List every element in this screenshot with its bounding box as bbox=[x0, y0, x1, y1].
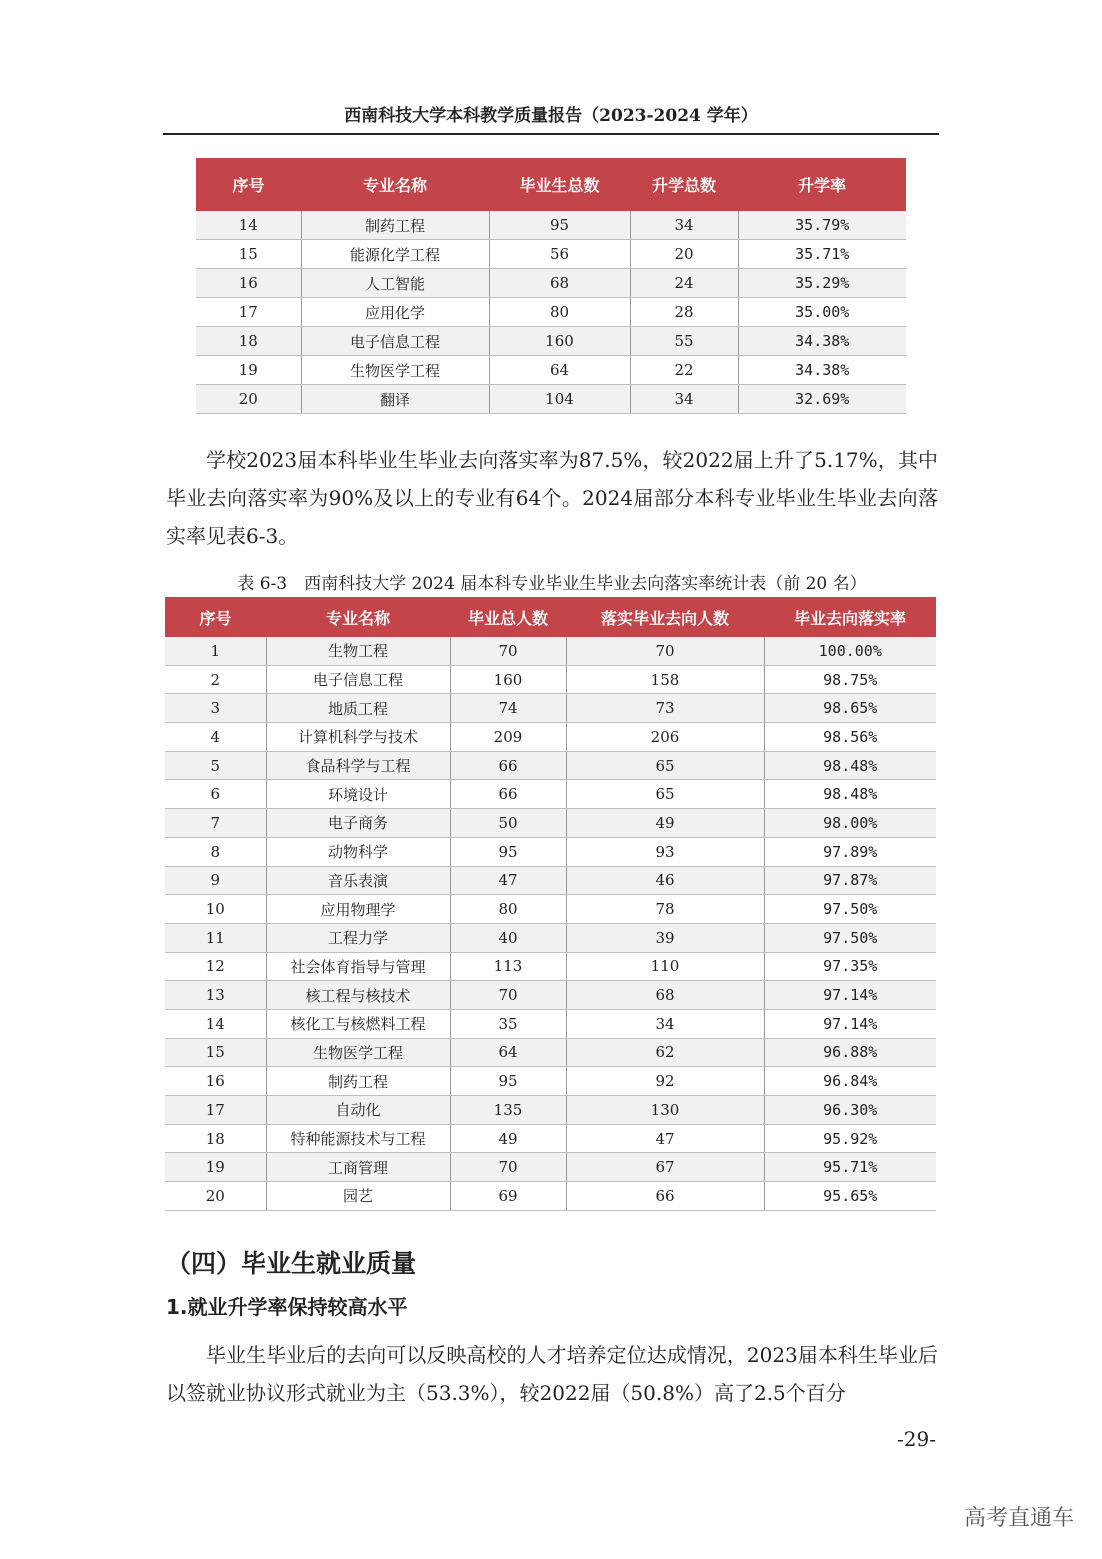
table-cell: 18 bbox=[196, 327, 301, 356]
table-cell: 计算机科学与技术 bbox=[266, 723, 450, 752]
table-cell: 98.48% bbox=[764, 780, 936, 809]
table-caption: 表 6-3 西南科技大学 2024 届本科专业毕业生毕业去向落实率统计表（前 20 名） bbox=[237, 574, 867, 594]
table-cell: 209 bbox=[450, 723, 566, 752]
column-header: 升学率 bbox=[738, 158, 906, 211]
table-cell: 34 bbox=[630, 211, 738, 240]
table-cell: 95 bbox=[450, 837, 566, 866]
page-number: -29- bbox=[897, 1427, 936, 1451]
table-row bbox=[196, 327, 906, 356]
table-cell: 96.88% bbox=[764, 1038, 936, 1067]
paragraph-employment-rate: 学校2023届本科毕业生毕业去向落实率为87.5%，较2022届上升了5.17%，其中毕业去向落实率为90%及以上的专业有64个。2024届部分本科专业毕业生毕业去向落实率见表6-3。 bbox=[166, 448, 938, 548]
table-cell: 8 bbox=[165, 837, 266, 866]
table-cell: 4 bbox=[165, 723, 266, 752]
column-header: 序号 bbox=[165, 597, 266, 637]
table-cell: 32.69% bbox=[738, 385, 906, 414]
table-cell: 98.48% bbox=[764, 751, 936, 780]
table-row bbox=[165, 1096, 936, 1125]
table-cell: 12 bbox=[165, 952, 266, 981]
column-header: 落实毕业去向人数 bbox=[566, 597, 764, 637]
table-cell: 66 bbox=[450, 751, 566, 780]
column-header: 升学总数 bbox=[630, 158, 738, 211]
table-cell: 97.50% bbox=[764, 895, 936, 924]
table-cell: 93 bbox=[566, 837, 764, 866]
table-cell: 17 bbox=[165, 1096, 266, 1125]
table-cell: 制药工程 bbox=[266, 1067, 450, 1096]
table-cell: 95.92% bbox=[764, 1124, 936, 1153]
table-cell: 47 bbox=[450, 866, 566, 895]
table-cell: 68 bbox=[489, 269, 630, 298]
table-cell: 13 bbox=[165, 981, 266, 1010]
table-cell: 动物科学 bbox=[266, 837, 450, 866]
table-row bbox=[196, 269, 906, 298]
table-cell: 69 bbox=[450, 1182, 566, 1211]
table-cell: 95 bbox=[489, 211, 630, 240]
table-cell: 应用物理学 bbox=[266, 895, 450, 924]
table-cell: 113 bbox=[450, 952, 566, 981]
table-cell: 17 bbox=[196, 298, 301, 327]
table-cell: 66 bbox=[450, 780, 566, 809]
table-cell: 35.71% bbox=[738, 240, 906, 269]
table-row bbox=[165, 780, 936, 809]
table-row bbox=[165, 923, 936, 952]
table-cell: 98.75% bbox=[764, 665, 936, 694]
table-cell: 1 bbox=[165, 637, 266, 665]
table-cell: 10 bbox=[165, 895, 266, 924]
table-cell: 97.35% bbox=[764, 952, 936, 981]
paragraph-employment-quality: 毕业生毕业后的去向可以反映高校的人才培养定位达成情况，2023届本科生毕业后以签就业协议形式就业为主（53.3%），较2022届（50.8%）高了2.5个百分 bbox=[166, 1343, 938, 1405]
table-cell: 19 bbox=[196, 356, 301, 385]
table-cell: 15 bbox=[165, 1038, 266, 1067]
table-row bbox=[165, 809, 936, 838]
table-row bbox=[165, 1182, 936, 1211]
table-cell: 97.50% bbox=[764, 923, 936, 952]
table-body bbox=[196, 211, 906, 414]
table-cell: 35.29% bbox=[738, 269, 906, 298]
table-cell: 电子商务 bbox=[266, 809, 450, 838]
table-cell: 16 bbox=[165, 1067, 266, 1096]
table-row bbox=[165, 1067, 936, 1096]
table-cell: 24 bbox=[630, 269, 738, 298]
table-cell: 95.71% bbox=[764, 1153, 936, 1182]
table-cell: 95 bbox=[450, 1067, 566, 1096]
table-cell: 135 bbox=[450, 1096, 566, 1125]
table-cell: 18 bbox=[165, 1124, 266, 1153]
table-cell: 67 bbox=[566, 1153, 764, 1182]
table-cell: 96.84% bbox=[764, 1067, 936, 1096]
table-cell: 食品科学与工程 bbox=[266, 751, 450, 780]
column-header: 专业名称 bbox=[266, 597, 450, 637]
table-cell: 14 bbox=[196, 211, 301, 240]
table-cell: 49 bbox=[450, 1124, 566, 1153]
table-cell: 65 bbox=[566, 780, 764, 809]
table-cell: 56 bbox=[489, 240, 630, 269]
table-cell: 电子信息工程 bbox=[301, 327, 489, 356]
table-header-row bbox=[165, 597, 936, 637]
table-row bbox=[196, 240, 906, 269]
table-cell: 能源化学工程 bbox=[301, 240, 489, 269]
table-cell: 35 bbox=[450, 1009, 566, 1038]
table-cell: 生物医学工程 bbox=[266, 1038, 450, 1067]
table-row bbox=[165, 1124, 936, 1153]
table-cell: 110 bbox=[566, 952, 764, 981]
table-cell: 生物工程 bbox=[266, 637, 450, 665]
table-cell: 28 bbox=[630, 298, 738, 327]
advancement-rate-table bbox=[196, 158, 906, 414]
table-row bbox=[165, 981, 936, 1010]
table-header-row bbox=[196, 158, 906, 211]
table-cell: 社会体育指导与管理 bbox=[266, 952, 450, 981]
table-row bbox=[165, 1038, 936, 1067]
column-header: 专业名称 bbox=[301, 158, 489, 211]
table-cell: 20 bbox=[630, 240, 738, 269]
table-cell: 34.38% bbox=[738, 327, 906, 356]
table-cell: 73 bbox=[566, 694, 764, 723]
table-cell: 97.87% bbox=[764, 866, 936, 895]
table-cell: 核工程与核技术 bbox=[266, 981, 450, 1010]
table-cell: 98.56% bbox=[764, 723, 936, 752]
table-cell: 95.65% bbox=[764, 1182, 936, 1211]
table-cell: 自动化 bbox=[266, 1096, 450, 1125]
table-row bbox=[196, 356, 906, 385]
table-cell: 206 bbox=[566, 723, 764, 752]
table-cell: 100.00% bbox=[764, 637, 936, 665]
table-row bbox=[165, 694, 936, 723]
table-cell: 19 bbox=[165, 1153, 266, 1182]
table-cell: 3 bbox=[165, 694, 266, 723]
table-cell: 158 bbox=[566, 665, 764, 694]
table-cell: 5 bbox=[165, 751, 266, 780]
table-cell: 104 bbox=[489, 385, 630, 414]
table-row bbox=[165, 1009, 936, 1038]
table-cell: 特种能源技术与工程 bbox=[266, 1124, 450, 1153]
table-cell: 96.30% bbox=[764, 1096, 936, 1125]
table-cell: 47 bbox=[566, 1124, 764, 1153]
table-row bbox=[165, 637, 936, 665]
table-cell: 80 bbox=[450, 895, 566, 924]
table-cell: 98.00% bbox=[764, 809, 936, 838]
table-cell: 15 bbox=[196, 240, 301, 269]
table-cell: 6 bbox=[165, 780, 266, 809]
table-cell: 49 bbox=[566, 809, 764, 838]
column-header: 毕业去向落实率 bbox=[764, 597, 936, 637]
table-cell: 46 bbox=[566, 866, 764, 895]
table-cell: 9 bbox=[165, 866, 266, 895]
table-cell: 80 bbox=[489, 298, 630, 327]
table-cell: 97.89% bbox=[764, 837, 936, 866]
table-cell: 电子信息工程 bbox=[266, 665, 450, 694]
table-cell: 34 bbox=[566, 1009, 764, 1038]
table-cell: 14 bbox=[165, 1009, 266, 1038]
table-cell: 35.00% bbox=[738, 298, 906, 327]
table-row bbox=[196, 211, 906, 240]
watermark-text: 高考直通车 bbox=[963, 1506, 1074, 1531]
table-body bbox=[165, 637, 936, 1210]
table-cell: 39 bbox=[566, 923, 764, 952]
table-cell: 应用化学 bbox=[301, 298, 489, 327]
column-header: 序号 bbox=[196, 158, 301, 211]
table-row bbox=[165, 866, 936, 895]
table-cell: 64 bbox=[489, 356, 630, 385]
employment-rate-table bbox=[165, 597, 936, 1211]
table-cell: 70 bbox=[450, 981, 566, 1010]
table-cell: 2 bbox=[165, 665, 266, 694]
table-cell: 22 bbox=[630, 356, 738, 385]
subsection-heading: 1.就业升学率保持较高水平 bbox=[166, 1295, 408, 1319]
table-cell: 20 bbox=[165, 1182, 266, 1211]
table-cell: 35.79% bbox=[738, 211, 906, 240]
table-cell: 62 bbox=[566, 1038, 764, 1067]
table-row bbox=[165, 1153, 936, 1182]
table-cell: 核化工与核燃料工程 bbox=[266, 1009, 450, 1038]
table-cell: 70 bbox=[450, 637, 566, 665]
table-cell: 音乐表演 bbox=[266, 866, 450, 895]
table-cell: 环境设计 bbox=[266, 780, 450, 809]
table-row bbox=[196, 298, 906, 327]
table-cell: 68 bbox=[566, 981, 764, 1010]
table-cell: 16 bbox=[196, 269, 301, 298]
table-cell: 92 bbox=[566, 1067, 764, 1096]
table-row bbox=[165, 895, 936, 924]
table-cell: 55 bbox=[630, 327, 738, 356]
table-cell: 地质工程 bbox=[266, 694, 450, 723]
table-cell: 98.65% bbox=[764, 694, 936, 723]
table-row bbox=[165, 723, 936, 752]
table-cell: 翻译 bbox=[301, 385, 489, 414]
table-cell: 34 bbox=[630, 385, 738, 414]
table-cell: 制药工程 bbox=[301, 211, 489, 240]
table-cell: 160 bbox=[489, 327, 630, 356]
table-cell: 70 bbox=[566, 637, 764, 665]
table-cell: 97.14% bbox=[764, 981, 936, 1010]
table-row bbox=[165, 751, 936, 780]
table-cell: 11 bbox=[165, 923, 266, 952]
table-cell: 66 bbox=[566, 1182, 764, 1211]
section-heading: （四）毕业生就业质量 bbox=[166, 1249, 417, 1278]
table-row bbox=[165, 952, 936, 981]
table-cell: 园艺 bbox=[266, 1182, 450, 1211]
table-cell: 78 bbox=[566, 895, 764, 924]
table-cell: 7 bbox=[165, 809, 266, 838]
column-header: 毕业总人数 bbox=[450, 597, 566, 637]
table-cell: 人工智能 bbox=[301, 269, 489, 298]
table-cell: 40 bbox=[450, 923, 566, 952]
table-cell: 70 bbox=[450, 1153, 566, 1182]
table-cell: 工程力学 bbox=[266, 923, 450, 952]
table-cell: 34.38% bbox=[738, 356, 906, 385]
table-cell: 74 bbox=[450, 694, 566, 723]
table-cell: 130 bbox=[566, 1096, 764, 1125]
table-row bbox=[165, 665, 936, 694]
column-header: 毕业生总数 bbox=[489, 158, 630, 211]
table-cell: 工商管理 bbox=[266, 1153, 450, 1182]
page-header: 西南科技大学本科教学质量报告（2023-2024 学年） bbox=[163, 103, 939, 135]
table-cell: 97.14% bbox=[764, 1009, 936, 1038]
table-cell: 50 bbox=[450, 809, 566, 838]
table-row bbox=[196, 385, 906, 414]
table-cell: 65 bbox=[566, 751, 764, 780]
table-cell: 20 bbox=[196, 385, 301, 414]
table-row bbox=[165, 837, 936, 866]
table-cell: 64 bbox=[450, 1038, 566, 1067]
table-cell: 160 bbox=[450, 665, 566, 694]
table-cell: 生物医学工程 bbox=[301, 356, 489, 385]
